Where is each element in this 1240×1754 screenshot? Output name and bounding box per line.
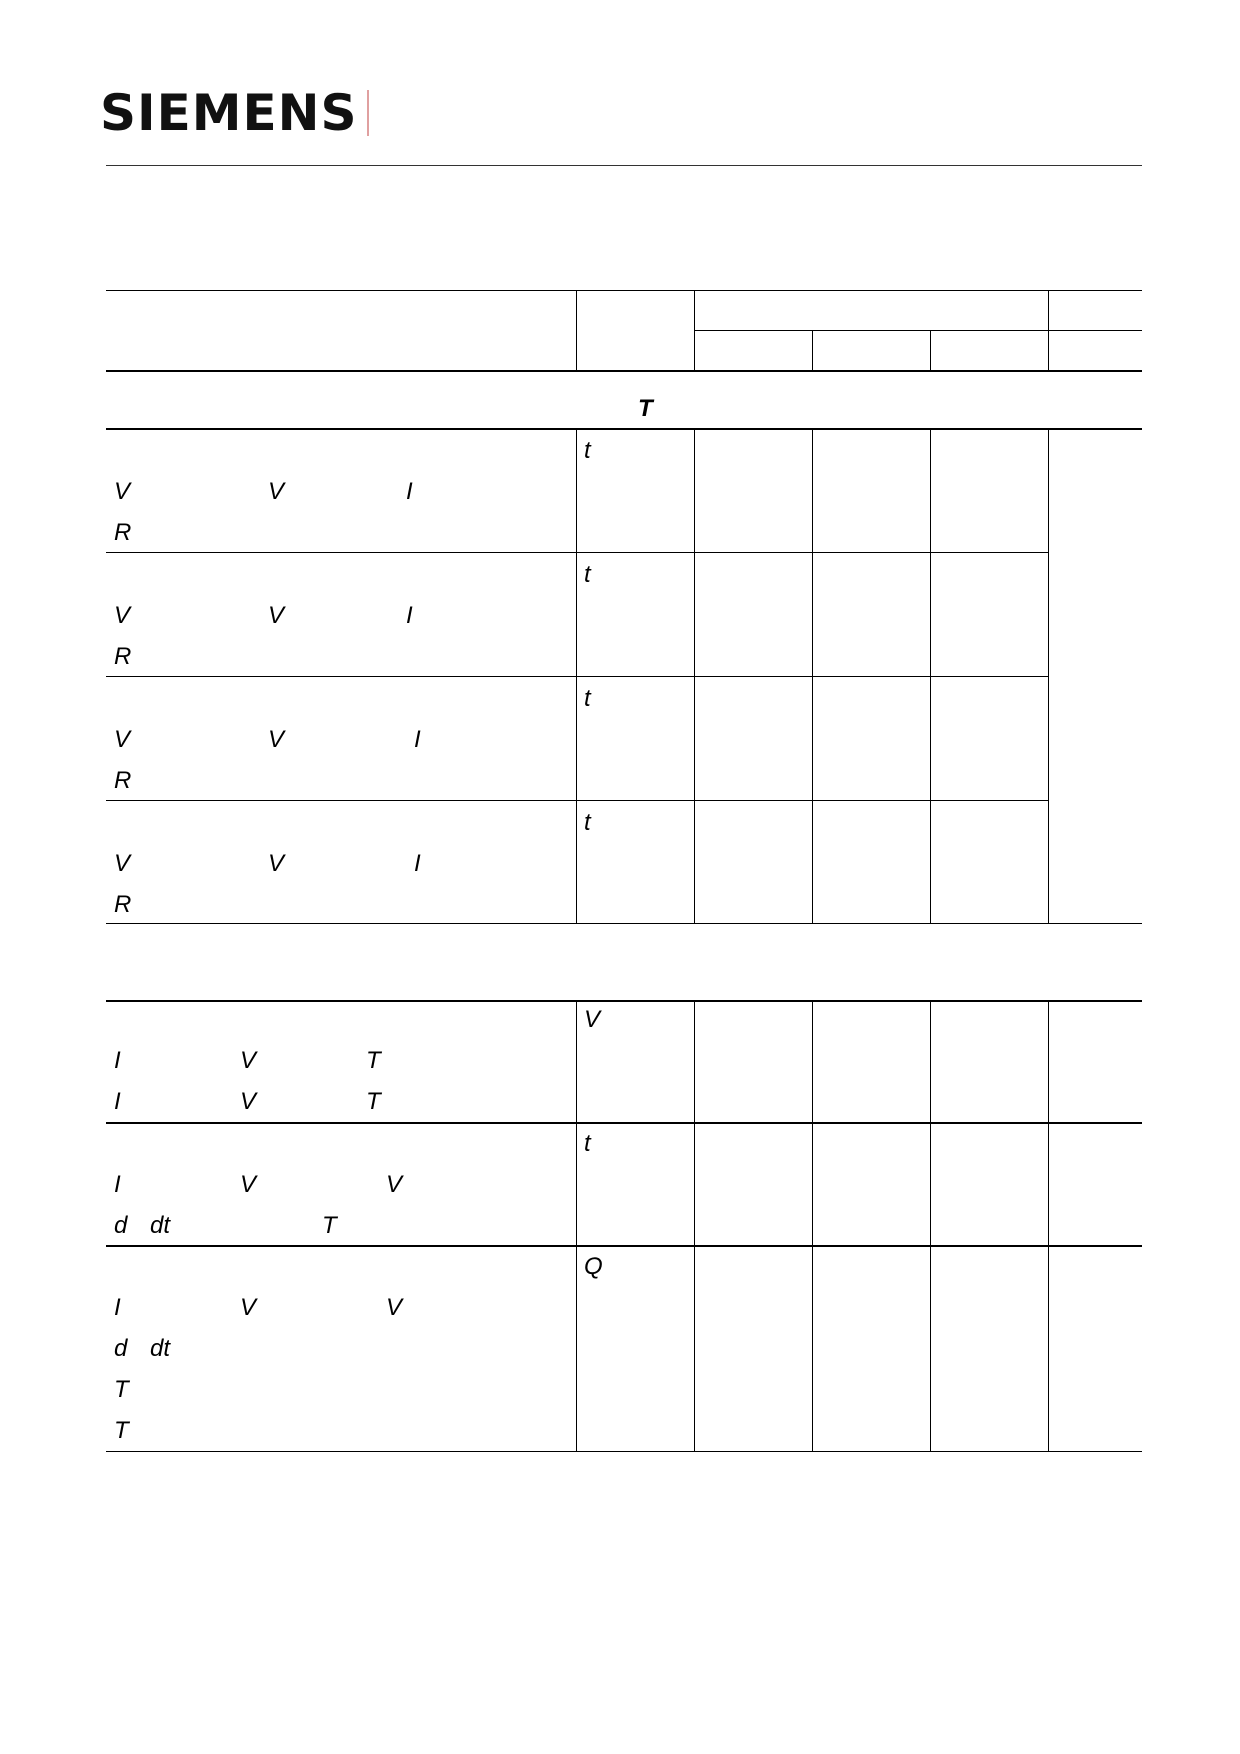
condition-var: R [114,519,132,546]
condition-var: V [240,1088,257,1115]
table1-subheader-rule [694,330,1142,331]
table1-col-divider [576,290,577,370]
condition-var: R [114,643,132,670]
table2-col-divider [694,1000,695,1451]
condition-var: I [414,726,421,753]
siemens-logo: SIEMENS [100,84,358,142]
condition-var: T [366,1088,381,1115]
table1-row-divider [106,676,1048,677]
condition-var: V [240,1171,257,1198]
row-symbol: t [584,685,591,712]
condition-var: V [386,1294,403,1321]
condition-var: V [386,1171,403,1198]
table1-col-divider [694,290,695,370]
row-symbol: t [584,561,591,588]
table1-col-divider [1048,428,1049,923]
condition-var: V [114,726,131,753]
table1-row-divider [106,552,1048,553]
condition-var: T [322,1212,337,1239]
condition-var: V [240,1047,257,1074]
table1-top-border [106,290,1142,291]
condition-var: d [114,1335,128,1362]
table1-col-divider [930,330,931,370]
table2-col-divider [576,1000,577,1451]
table2-row-divider [106,1245,1142,1247]
table1-col-divider [812,330,813,370]
table1-col-divider [576,428,577,923]
row-symbol: Q [584,1253,603,1280]
table1-col-divider [1048,290,1049,370]
condition-var: dt [150,1212,171,1239]
row-symbol: t [584,437,591,464]
condition-var: V [268,478,285,505]
condition-var: d [114,1212,128,1239]
condition-var: V [268,850,285,877]
condition-var: V [268,602,285,629]
table1-col-divider [812,428,813,923]
table1-col-divider [930,428,931,923]
condition-var: V [240,1294,257,1321]
condition-var: I [114,1047,121,1074]
table2-row-divider [106,1122,1142,1124]
table1-section-bottom [106,428,1142,430]
table2-col-divider [930,1000,931,1451]
condition-var: I [114,1171,121,1198]
condition-var: V [114,850,131,877]
condition-var: R [114,767,132,794]
table1-row-divider [106,800,1048,801]
row-symbol: t [584,809,591,836]
header-rule [106,165,1142,166]
condition-var: I [114,1294,121,1321]
condition-var: T [114,1417,129,1444]
table1-header-bottom [106,370,1142,372]
condition-var: T [366,1047,381,1074]
condition-var: I [406,478,413,505]
condition-var: I [406,602,413,629]
section-symbol: T [638,395,653,422]
condition-var: V [114,602,131,629]
row-symbol: V [584,1006,601,1033]
condition-var: V [114,478,131,505]
table1-col-divider [694,428,695,923]
table2-col-divider [812,1000,813,1451]
table1-bottom-border [106,923,1142,924]
table2-col-divider [1048,1000,1049,1451]
condition-var: R [114,891,132,918]
condition-var: I [114,1088,121,1115]
condition-var: T [114,1376,129,1403]
table2-bottom-border [106,1451,1142,1452]
condition-var: I [414,850,421,877]
table2-top-border [106,1000,1142,1002]
condition-var: V [268,726,285,753]
condition-var: dt [150,1335,171,1362]
logo-accent-mark [367,90,369,136]
row-symbol: t [584,1130,591,1157]
